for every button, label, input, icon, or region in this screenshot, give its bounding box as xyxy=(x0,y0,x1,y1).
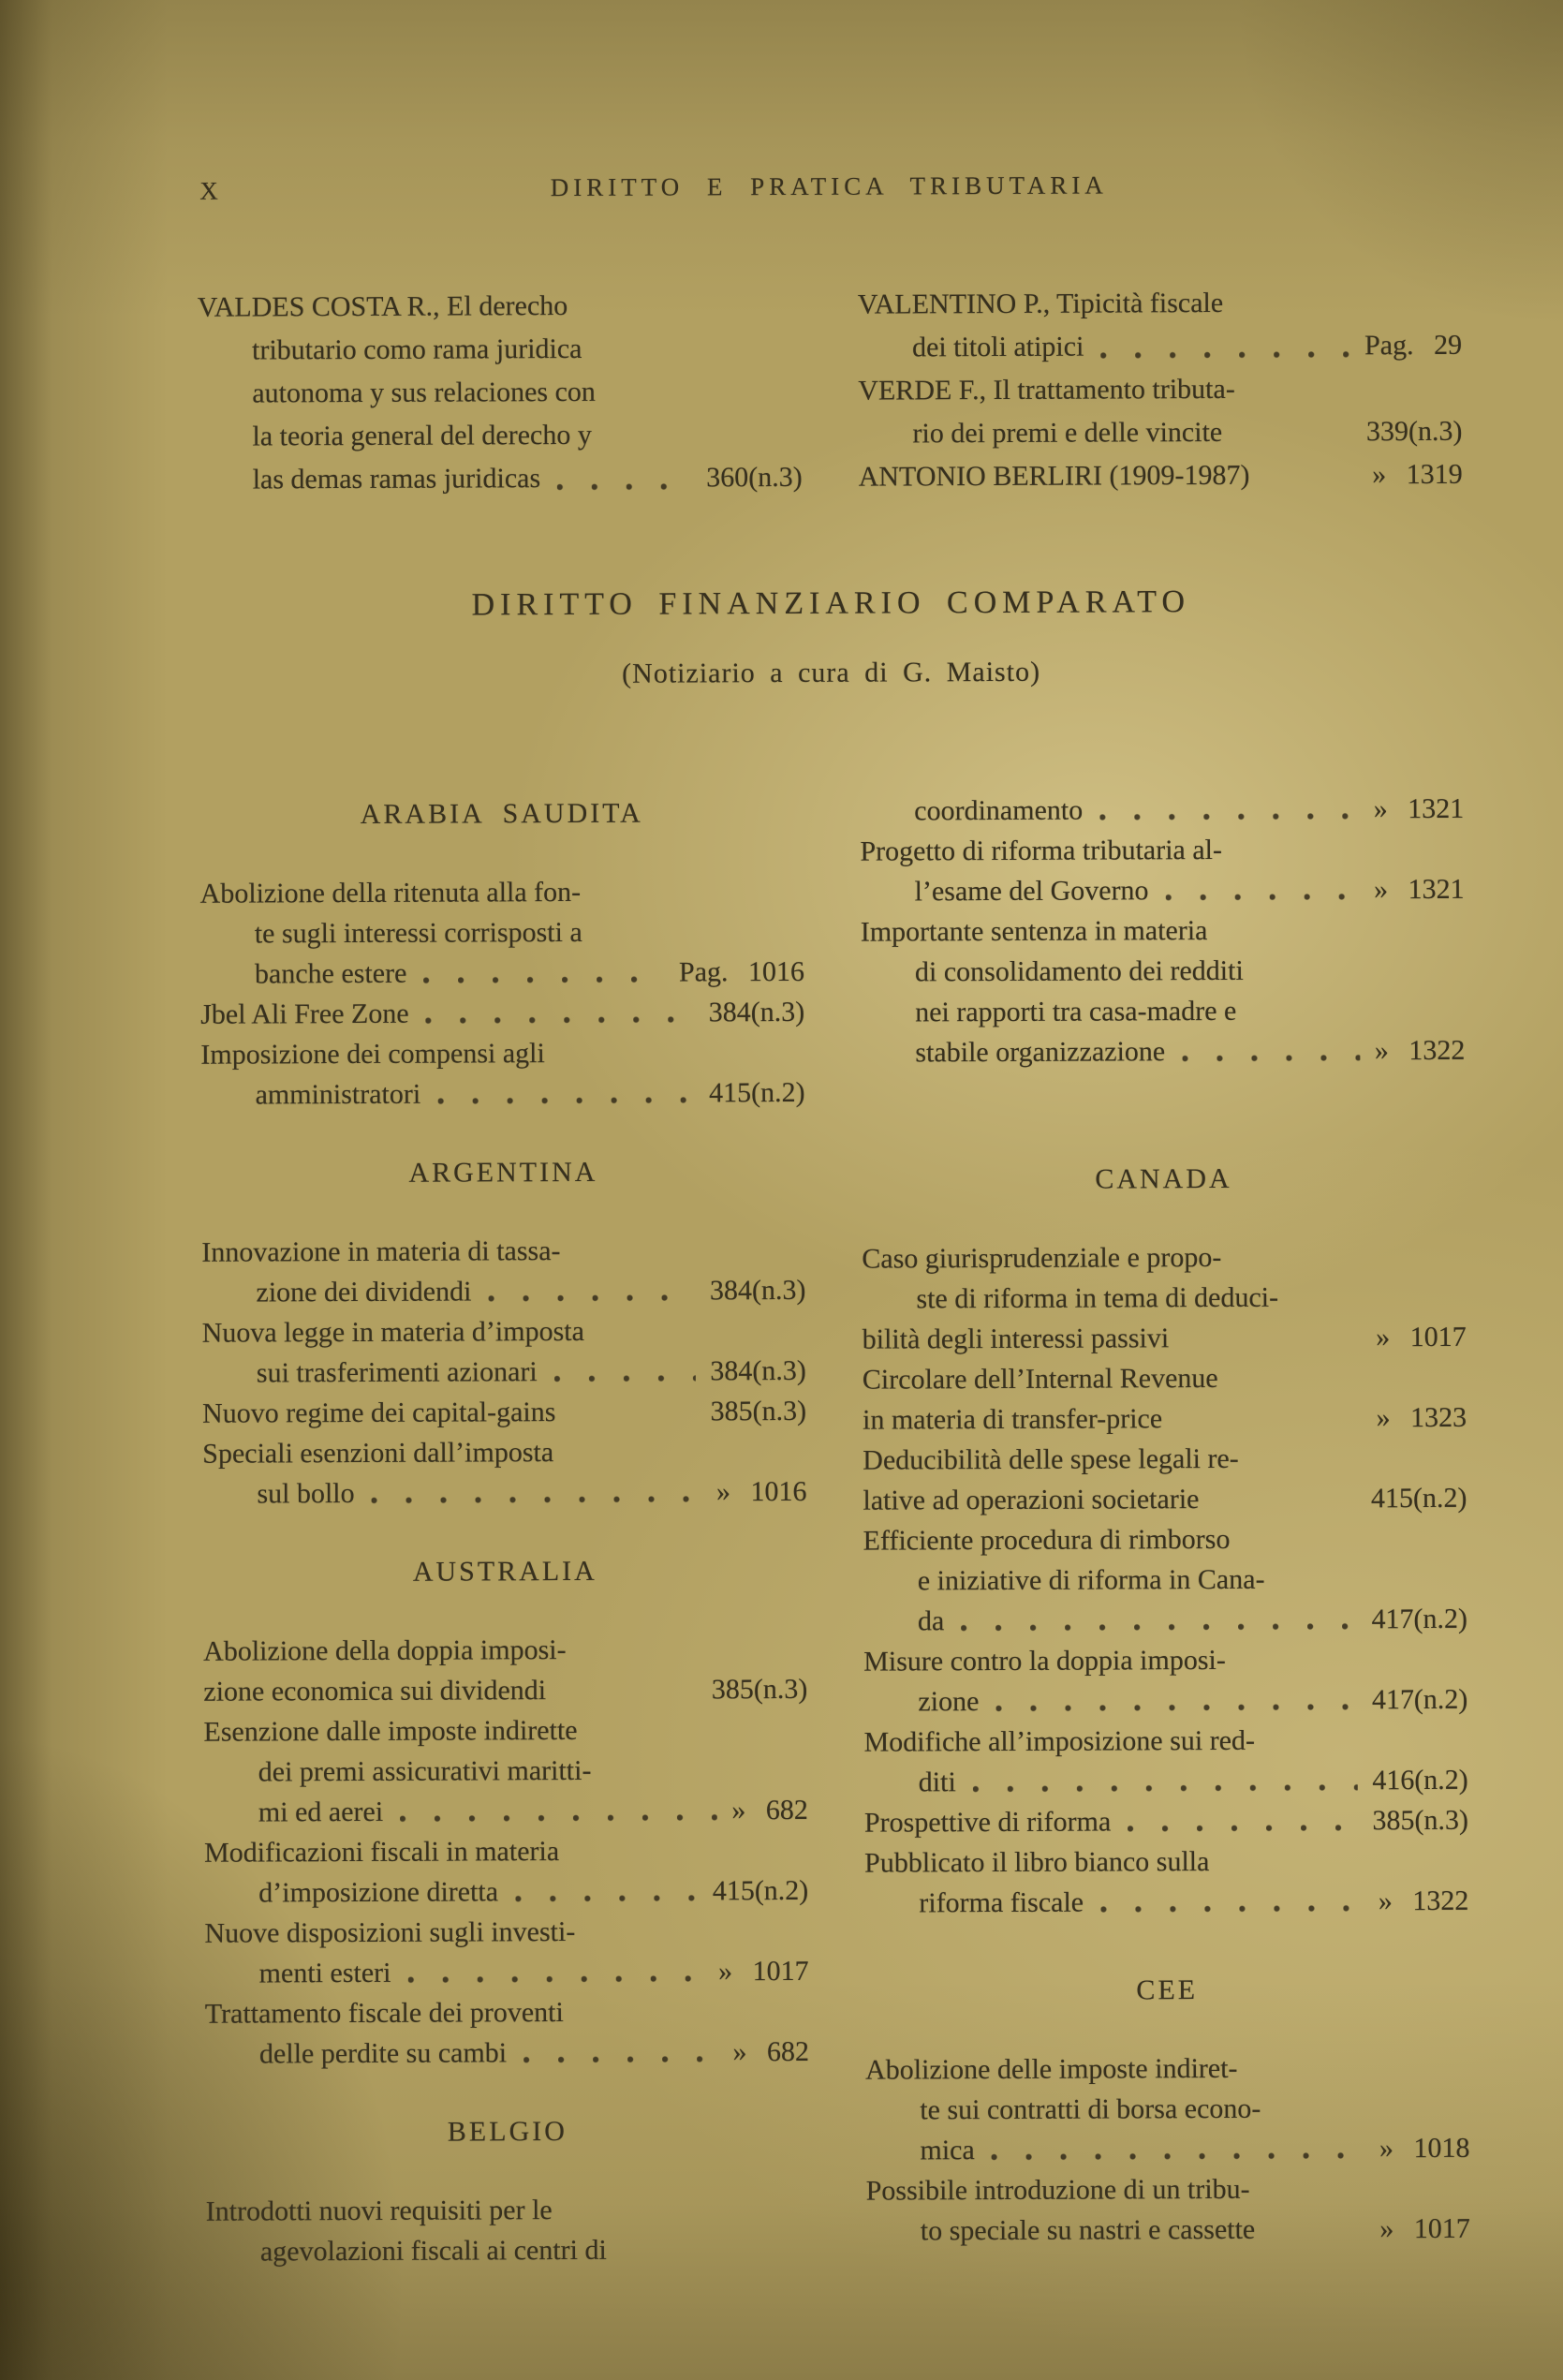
entry-line xyxy=(860,789,1464,832)
page-ref: Pag. 1016 xyxy=(678,955,805,988)
page-ref: 415(n.2) xyxy=(712,1874,809,1907)
leader-dots xyxy=(1239,435,1351,447)
entry-text: sul bollo xyxy=(257,1477,355,1510)
entry-line xyxy=(858,410,1462,456)
index-entry xyxy=(203,1709,808,1833)
page-ref: 339(n.3) xyxy=(1365,415,1463,448)
entry-line xyxy=(864,1760,1468,1803)
entry-line: la teoria general del derecho y xyxy=(252,419,592,452)
leader-dots xyxy=(523,2053,717,2065)
leader-dots xyxy=(488,1292,695,1304)
leader-dots xyxy=(961,1620,1356,1633)
index-entry xyxy=(863,1438,1467,1521)
index-entry xyxy=(201,1230,805,1313)
entry-line: tributario como rama juridica xyxy=(252,333,582,366)
page-ref: 415(n.2) xyxy=(708,1076,805,1109)
running-title: DIRITTO E PRATICA TRIBUTARIA xyxy=(550,170,1108,202)
entry-line: Deducibilità delle spese legali re- xyxy=(863,1442,1239,1476)
entry-line: te sugli interessi corrisposti a xyxy=(254,916,582,950)
entry-line: Esenzione dalle imposte indirette xyxy=(203,1714,578,1748)
entry-text: amministratori xyxy=(255,1078,421,1111)
entry-line xyxy=(864,1800,1468,1843)
entry-line: Modifiche all’imposizione sui red- xyxy=(863,1724,1256,1758)
leader-dots xyxy=(563,1691,697,1703)
index-section xyxy=(865,1968,1470,2252)
entry-line: di consolidamento dei redditi xyxy=(914,954,1244,988)
index-entry xyxy=(864,1840,1468,1924)
index-entry xyxy=(865,2047,1470,2171)
entry-line: Circolare dell’Internal Revenue xyxy=(862,1362,1218,1396)
entry-line: VERDE F., Il trattamento tributa- xyxy=(858,373,1235,407)
index-entry xyxy=(200,871,805,995)
top-entries-left xyxy=(198,284,803,502)
entry-text: Jbel Ali Free Zone xyxy=(200,998,409,1030)
entry-line: autonoma y sus relaciones con xyxy=(252,376,596,409)
entry-line xyxy=(200,952,804,995)
leader-dots xyxy=(1182,1052,1360,1064)
index-entry xyxy=(204,1911,808,1994)
entry-text: Prospettive di riforma xyxy=(863,1806,1112,1839)
index-section xyxy=(860,789,1465,1073)
index-entry xyxy=(866,2168,1470,2252)
entry-line: Speciali esenzioni dall’imposta xyxy=(202,1437,554,1470)
entry-text: riforma fiscale xyxy=(919,1886,1084,1919)
entry-line xyxy=(203,1669,807,1712)
entry-text: stabile organizzazione xyxy=(915,1036,1166,1069)
leader-dots xyxy=(1179,1419,1361,1431)
page-ref: 416(n.2) xyxy=(1372,1764,1468,1796)
entry-line: Abolizione della ritenuta alla fon- xyxy=(199,876,582,909)
entry-text: Nuovo regime dei capital-gains xyxy=(201,1397,556,1429)
entry-line: te sui contratti di borsa econo- xyxy=(920,2092,1261,2126)
entry-line xyxy=(200,992,804,1035)
country-heading: AUSTRALIA xyxy=(412,1555,597,1588)
entry-text: coordinamento xyxy=(914,794,1084,827)
page-ref: 417(n.2) xyxy=(1371,1683,1468,1716)
page-ref: » 1321 xyxy=(1374,873,1465,906)
entry-text: zione dei dividendi xyxy=(256,1276,472,1308)
page-ref: 360(n.3) xyxy=(706,461,803,494)
leader-dots xyxy=(1272,2230,1364,2241)
index-section xyxy=(201,1150,807,1515)
leader-dots xyxy=(372,1493,701,1506)
top-entries-right xyxy=(858,281,1463,499)
leader-dots xyxy=(995,1701,1357,1714)
leader-dots xyxy=(1166,891,1360,903)
leader-dots xyxy=(407,1973,703,1985)
leader-dots xyxy=(426,1013,694,1026)
entry-line xyxy=(204,1870,808,1914)
index-column-right xyxy=(860,789,1470,2252)
page-ref: 385(n.3) xyxy=(710,1395,807,1427)
index-entry xyxy=(204,1830,808,1914)
entry-line: Imposizione dei compensi agli xyxy=(200,1038,545,1071)
leader-dots xyxy=(1266,478,1357,489)
leader-dots xyxy=(423,974,664,986)
entry-text: zione economica sui dividendi xyxy=(203,1675,547,1707)
entry-line: Pubblicato il libro bianco sulla xyxy=(864,1846,1210,1879)
leader-dots xyxy=(515,1892,698,1904)
index-entry xyxy=(864,1800,1468,1843)
index-entry xyxy=(862,1236,1467,1360)
index-entry xyxy=(203,1629,807,1712)
leader-dots xyxy=(1128,1822,1357,1834)
index-section xyxy=(199,791,804,1116)
page-ref: 384(n.3) xyxy=(709,1274,806,1307)
entry-line: Misure contro la doppia imposi- xyxy=(863,1644,1226,1678)
entry-line xyxy=(864,1881,1468,1924)
entry-line xyxy=(201,1270,805,1313)
page-ref: 415(n.2) xyxy=(1370,1482,1467,1515)
entry-text: las demas ramas juridicas xyxy=(252,463,541,495)
page-ref: » 682 xyxy=(732,2035,810,2068)
entry-text: in materia di transfer-price xyxy=(863,1403,1163,1436)
index-entry xyxy=(858,281,1462,370)
country-heading: ARABIA SAUDITA xyxy=(360,797,643,830)
entry-text: banche estere xyxy=(254,957,407,990)
entry-line: Progetto di riforma tributaria al- xyxy=(860,834,1223,867)
entry-text: zione xyxy=(918,1686,980,1718)
leader-dots xyxy=(557,480,691,493)
page-ref: » 1322 xyxy=(1378,1885,1469,1917)
entry-text: to speciale su nastri e cassette xyxy=(920,2213,1256,2247)
entry-line: nei rapporti tra casa-madre e xyxy=(915,995,1237,1028)
entry-line xyxy=(202,1471,806,1515)
page-ref: Pag. 29 xyxy=(1364,329,1463,362)
entry-line: agevolazioni fiscali ai centri di xyxy=(259,2234,607,2268)
page-ref: 384(n.3) xyxy=(708,996,805,1028)
entry-line xyxy=(865,2128,1469,2171)
section-title: DIRITTO FINANZIARIO COMPARATO xyxy=(471,584,1191,623)
page-ref: » 1016 xyxy=(715,1475,807,1508)
page-ref: » 1322 xyxy=(1374,1034,1466,1067)
country-heading: CANADA xyxy=(1095,1162,1232,1195)
index-entry xyxy=(863,1357,1467,1441)
leader-dots xyxy=(1216,1500,1356,1512)
entry-line: Importante sentenza in materia xyxy=(860,915,1208,948)
entry-line xyxy=(863,1679,1467,1722)
entry-text: dei titoli atipici xyxy=(912,331,1084,363)
entry-line xyxy=(863,1317,1467,1360)
index-section xyxy=(205,2109,810,2272)
entry-line xyxy=(202,1391,806,1434)
leader-dots xyxy=(1186,1338,1361,1351)
leader-dots xyxy=(437,1094,694,1106)
entry-text: delle perdite su cambi xyxy=(258,2037,508,2070)
entry-text: lative ad operazioni societarie xyxy=(863,1484,1200,1516)
entry-line: Nuova legge in materia d’imposta xyxy=(201,1315,584,1349)
entry-line xyxy=(205,1951,809,1994)
index-entry xyxy=(206,2189,810,2272)
entry-line: Abolizione delle imposte indiret- xyxy=(865,2052,1238,2086)
entry-line: Nuove disposizioni sugli investi- xyxy=(204,1915,576,1949)
index-entry xyxy=(863,1518,1468,1642)
entry-line: e iniziative di riforma in Cana- xyxy=(917,1563,1265,1597)
page-ref: 385(n.3) xyxy=(1372,1804,1469,1837)
entry-text: bilità degli interessi passivi xyxy=(862,1323,1170,1355)
index-section xyxy=(203,1549,809,2075)
index-entry xyxy=(200,1032,804,1116)
entry-line: Modificazioni fiscali in materia xyxy=(204,1836,560,1869)
index-entry xyxy=(202,1310,806,1394)
leader-dots xyxy=(1099,810,1359,822)
entry-line xyxy=(858,324,1462,370)
page-ref: » 1017 xyxy=(1379,2212,1470,2245)
entry-line: Efficiente procedura di rimborso xyxy=(863,1523,1231,1557)
entry-text: menti esteri xyxy=(258,1957,391,1989)
index-entry xyxy=(202,1391,806,1434)
page-ref: » 1017 xyxy=(1376,1321,1467,1353)
index-entry xyxy=(863,1639,1467,1722)
entry-line: VALDES COSTA R., El derecho xyxy=(197,289,568,323)
entry-line xyxy=(866,2209,1470,2252)
page-ref: » 1323 xyxy=(1376,1401,1467,1434)
entry-line: ste di riforma in tema di deduci- xyxy=(916,1281,1279,1315)
entry-line: Possibile introduzione di un tribu- xyxy=(865,2173,1250,2207)
entry-text: diti xyxy=(918,1767,956,1798)
entry-line: Introdotti nuovi requisiti per le xyxy=(205,2195,553,2227)
index-entry xyxy=(861,909,1466,1073)
leader-dots xyxy=(572,1412,695,1425)
entry-text: ANTONIO BERLIRI (1909-1987) xyxy=(858,459,1250,493)
entry-line: VALENTINO P., Tipicità fiscale xyxy=(857,287,1224,320)
index-entry xyxy=(858,367,1462,456)
entry-line: Innovazione in materia di tassa- xyxy=(201,1235,561,1268)
entry-text: rio dei premi e delle vincite xyxy=(912,416,1223,450)
leader-dots xyxy=(400,1811,716,1824)
entry-line xyxy=(199,456,803,502)
page-ref: » 1018 xyxy=(1379,2132,1470,2165)
entry-line xyxy=(200,1072,804,1116)
leader-dots xyxy=(1100,348,1349,361)
entry-line: Caso giurisprudenziale e propo- xyxy=(862,1241,1222,1275)
entry-line xyxy=(861,869,1465,912)
page-ref: » 1321 xyxy=(1373,792,1465,825)
entry-line xyxy=(205,2032,809,2075)
country-heading: BELGIO xyxy=(447,2116,568,2148)
page-ref: » 682 xyxy=(731,1794,808,1826)
index-entry xyxy=(860,829,1464,912)
entry-text: da xyxy=(917,1605,945,1637)
entry-line: dei premi assicurativi maritti- xyxy=(258,1754,592,1788)
section-subtitle: (Notiziario a cura di G. Maisto) xyxy=(622,656,1041,689)
entry-line xyxy=(204,1790,808,1833)
leader-dots xyxy=(1100,1902,1364,1914)
index-entry xyxy=(860,789,1464,832)
page-ref: » 1319 xyxy=(1372,458,1463,491)
entry-line xyxy=(202,1351,806,1394)
index-entry xyxy=(200,992,804,1035)
entry-line xyxy=(863,1397,1467,1441)
leader-dots xyxy=(554,1372,696,1384)
entry-line xyxy=(861,1030,1465,1073)
page-ref: » 1017 xyxy=(718,1955,809,1988)
page-ref: 384(n.3) xyxy=(710,1354,806,1387)
entry-text: l’esame del Governo xyxy=(914,875,1149,908)
index-section xyxy=(862,1157,1469,1924)
leader-dots xyxy=(992,2150,1364,2163)
entry-text: sui trasferimenti azionari xyxy=(256,1356,538,1389)
index-entry xyxy=(205,1991,809,2075)
index-column-left xyxy=(199,791,810,2272)
entry-line: Trattamento fiscale dei proventi xyxy=(204,1997,564,2030)
entry-line: Abolizione della doppia imposi- xyxy=(203,1634,567,1667)
entry-line xyxy=(863,1599,1467,1642)
entry-line xyxy=(863,1478,1467,1521)
page-number: X xyxy=(199,176,218,205)
country-heading: ARGENTINA xyxy=(408,1156,598,1189)
index-entry xyxy=(863,1720,1467,1803)
page-ref: 417(n.2) xyxy=(1371,1603,1468,1635)
entry-text: mi ed aerei xyxy=(258,1796,384,1828)
page-ref: 385(n.3) xyxy=(711,1673,808,1706)
country-heading: CEE xyxy=(1136,1974,1199,2006)
index-entry xyxy=(859,453,1463,499)
index-entry xyxy=(198,284,803,502)
leader-dots xyxy=(973,1781,1358,1795)
entry-text: d’imposizione diretta xyxy=(258,1876,499,1909)
index-entry xyxy=(202,1431,806,1515)
entry-line xyxy=(859,453,1463,499)
entry-text: mica xyxy=(920,2135,975,2166)
